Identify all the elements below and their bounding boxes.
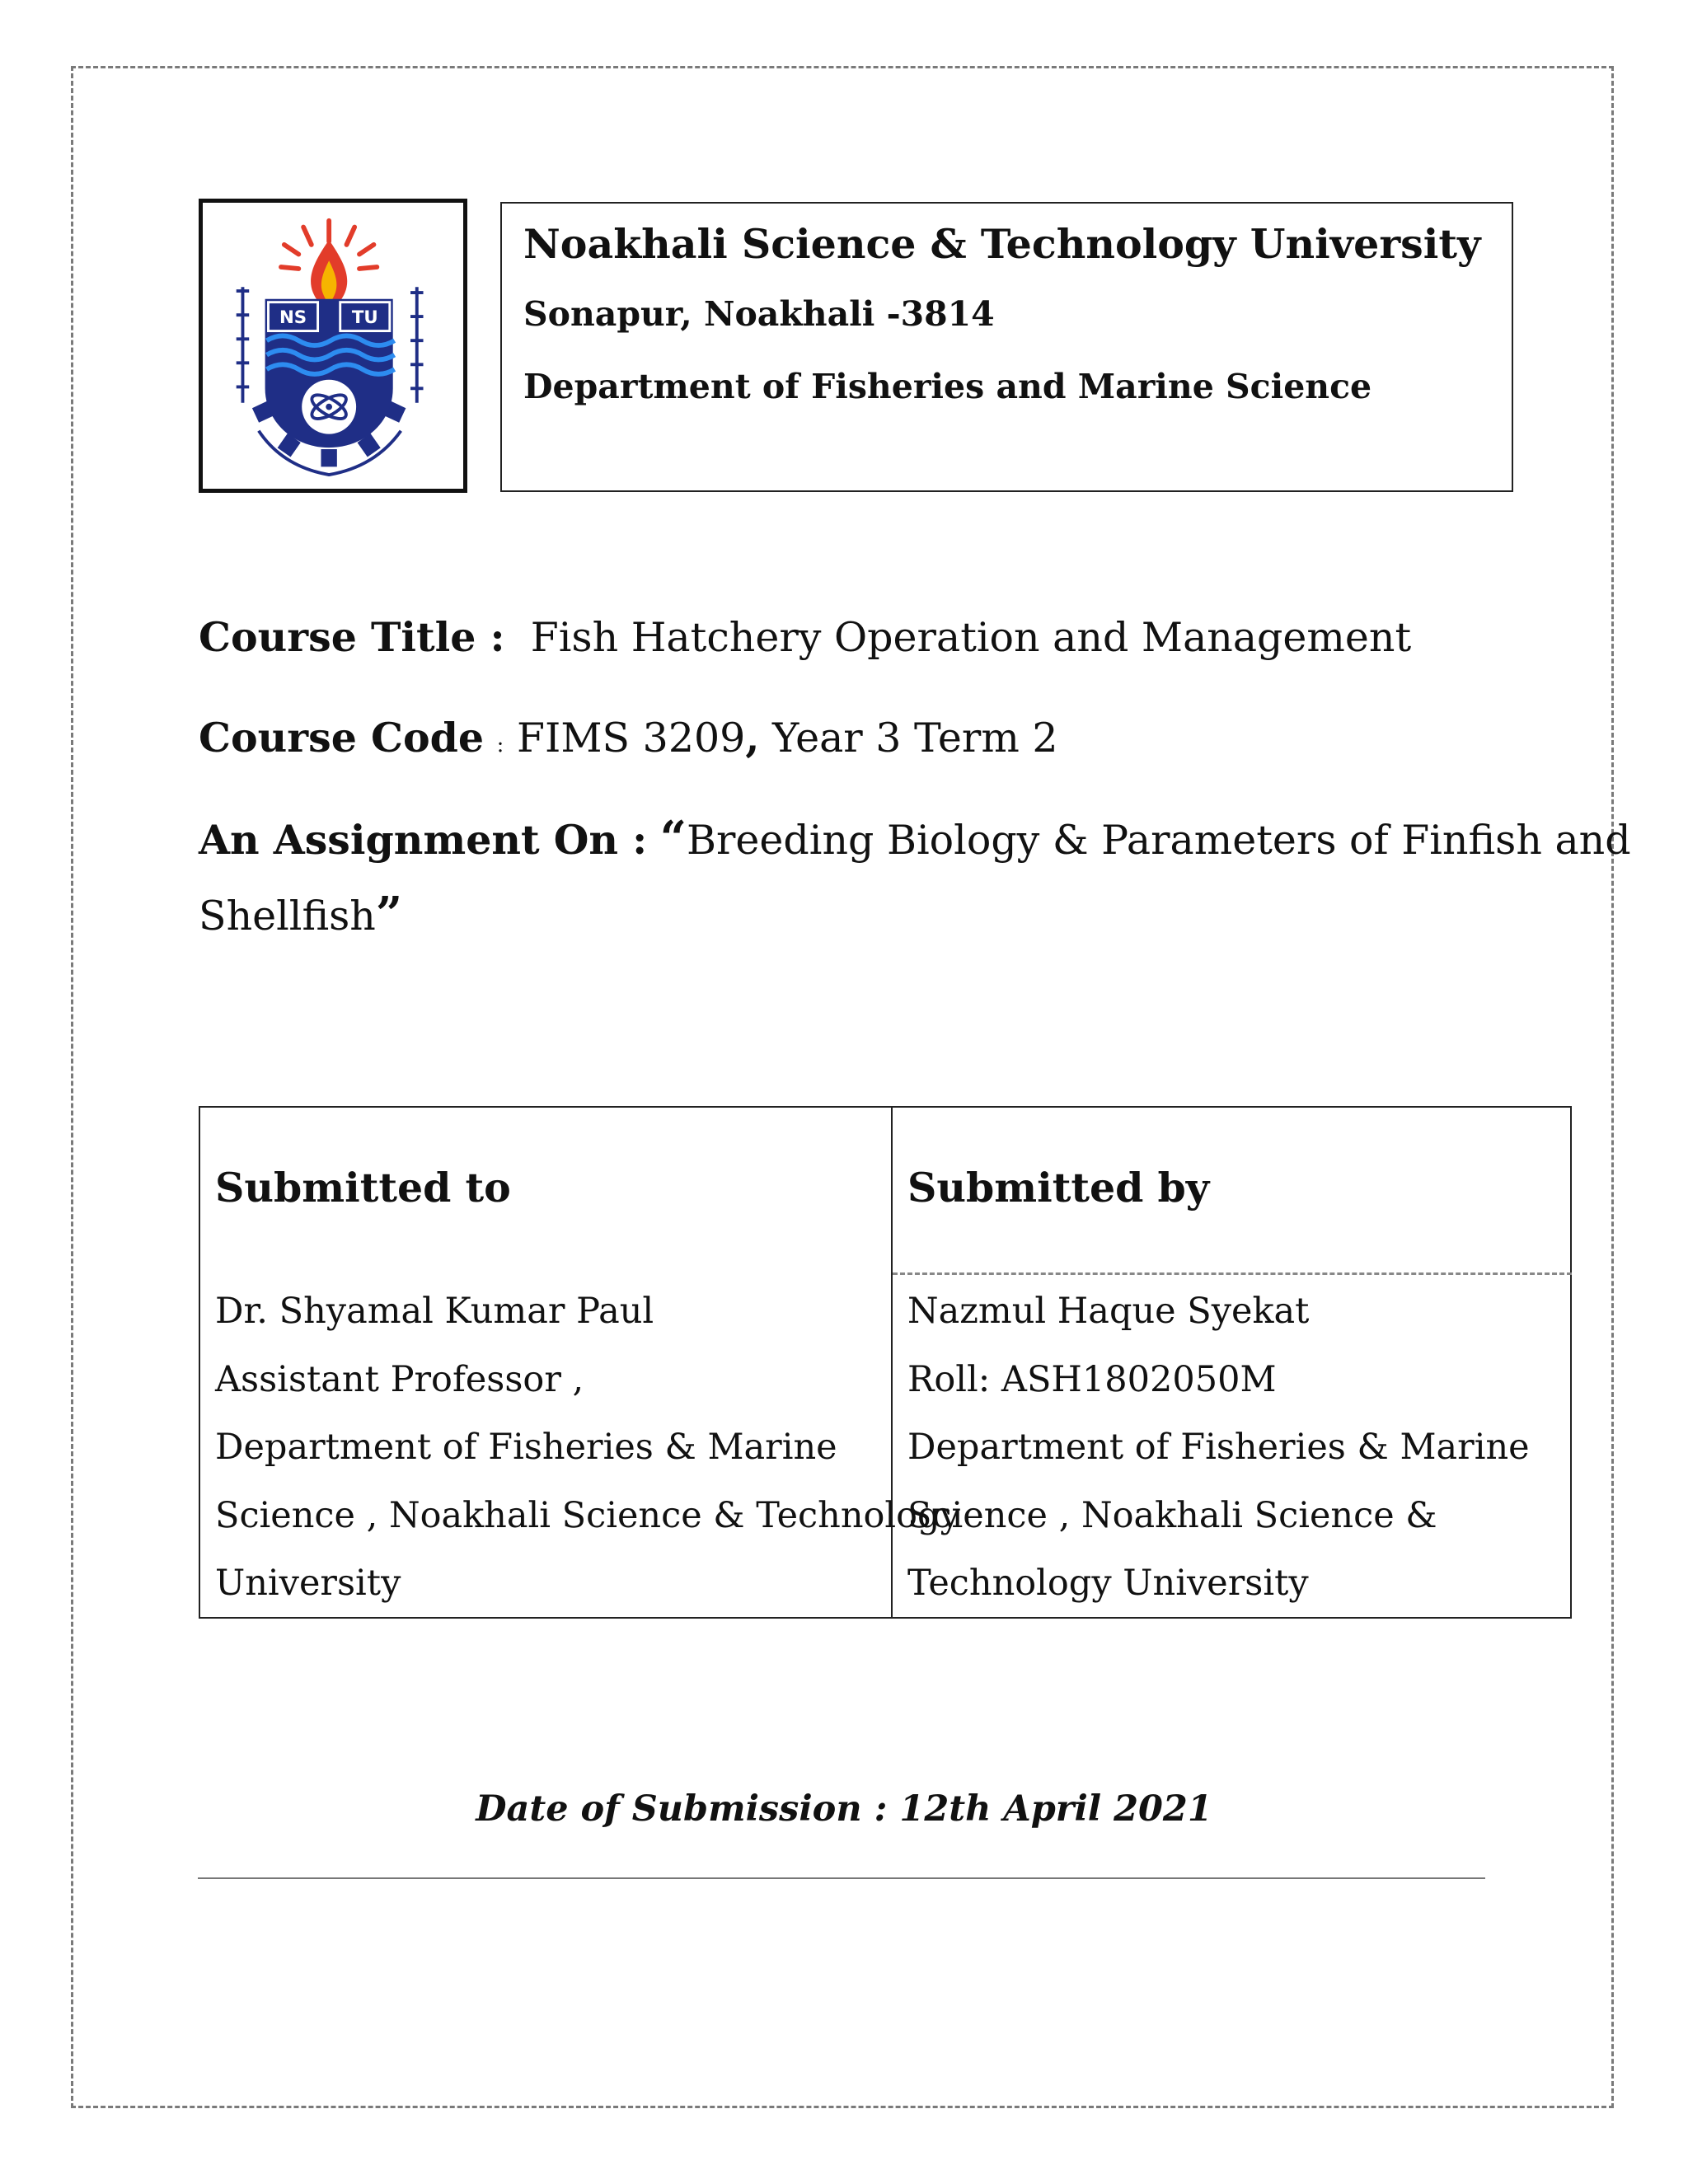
submitted-to-line: Dr. Shyamal Kumar Paul: [215, 1291, 654, 1332]
submitted-to-details: [215, 1277, 960, 1618]
university-header-box: [500, 202, 1513, 492]
course-code-separator: :: [496, 733, 504, 757]
submitted-to-line: Science , Noakhali Science & Technology: [215, 1494, 960, 1536]
university-department: Department of Fisheries and Marine Science: [523, 367, 1372, 406]
submitted-by-line: Nazmul Haque Syekat: [907, 1291, 1310, 1332]
submitted-by-line: Science , Noakhali Science &: [907, 1494, 1437, 1536]
course-title-line: [199, 613, 1411, 661]
course-title-label: Course Title :: [199, 613, 505, 661]
assignment-title-part2: Shellfish: [199, 893, 376, 940]
submission-date: Date of Submission : 12th April 2021: [476, 1788, 1212, 1830]
assignment-line-1: [199, 811, 1631, 865]
assignment-line-2: [199, 887, 402, 941]
submitted-to-line: Department of Fisheries & Marine: [215, 1427, 837, 1468]
course-code-line: [199, 714, 1058, 762]
bottom-rule: [198, 1877, 1485, 1879]
submitted-by-line: Department of Fisheries & Marine: [907, 1427, 1530, 1468]
university-address: Sonapur, Noakhali -3814: [523, 294, 995, 334]
submission-table: [199, 1106, 1572, 1619]
course-code-value: FIMS 3209: [516, 715, 746, 762]
course-title-value: Fish Hatchery Operation and Management: [530, 614, 1412, 661]
course-code-label: Course Code: [199, 714, 485, 762]
submitted-to-line: University: [215, 1563, 401, 1604]
university-logo: [199, 199, 467, 493]
assignment-label: An Assignment On :: [199, 816, 648, 864]
submitted-to-line: Assistant Professor ,: [215, 1358, 584, 1400]
submitted-by-line: Technology University: [907, 1563, 1309, 1604]
assignment-close-quote: ”: [375, 887, 403, 941]
university-name: Noakhali Science & Technology University: [523, 220, 1481, 268]
submitted-by-heading: Submitted by: [907, 1164, 1210, 1212]
course-code-comma: ,: [745, 714, 760, 762]
assignment-open-quote: “: [659, 811, 687, 865]
submitted-by-details: [907, 1277, 1530, 1618]
logo-right-initials: TU: [351, 307, 378, 328]
nstu-logo-emblem-icon: [203, 203, 463, 489]
submitted-to-heading: Submitted to: [215, 1164, 511, 1212]
submitted-by-divider: [893, 1272, 1572, 1275]
submitted-by-line: Roll: ASH1802050M: [907, 1358, 1277, 1400]
course-year-term: Year 3 Term 2: [772, 715, 1058, 762]
logo-left-initials: NS: [279, 307, 307, 328]
assignment-title-part1: Breeding Biology & Parameters of Finfish and: [687, 817, 1631, 864]
